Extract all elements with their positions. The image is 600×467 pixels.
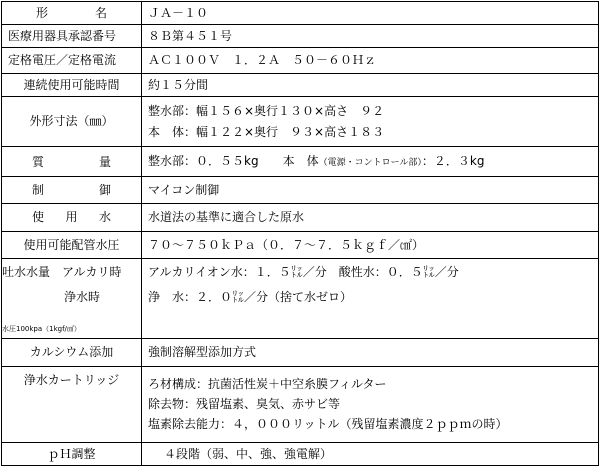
table-row bbox=[2, 2, 599, 25]
table-row bbox=[2, 259, 599, 339]
row-value-weight: 整水部：０．５５kg 本 体（電源・コントロール部）：２．３kg bbox=[142, 147, 599, 177]
table-row bbox=[2, 204, 599, 231]
row-label-control: 制 御 bbox=[2, 176, 142, 203]
table-row bbox=[2, 339, 599, 366]
table-row bbox=[2, 442, 599, 465]
row-value-water-source: 水道法の基準に適合した原水 bbox=[142, 204, 599, 231]
table-row bbox=[2, 48, 599, 73]
table-row bbox=[2, 25, 599, 48]
row-label-model: 形 名 bbox=[2, 2, 142, 25]
row-label-dimensions: 外形寸法（㎜） bbox=[2, 96, 142, 147]
row-label-discharge: 吐水水量 アルカリ時 浄水時 水圧100kpa（1kgf/㎠） bbox=[2, 259, 142, 339]
row-value-pressure: ７０～７５０ｋＰａ（０．７～７．５ｋｇｆ／㎠） bbox=[142, 231, 599, 258]
table-row bbox=[2, 96, 599, 147]
row-value-discharge: アルカリイオン水：１．５㍑／分 酸性水：０．５㍑／分 浄 水：２．０㍑／分（捨て水ゼロ） bbox=[142, 259, 599, 339]
row-value-continuous-use: 約１５分間 bbox=[142, 73, 599, 96]
row-label-approval: 医療用器具承認番号 bbox=[2, 25, 142, 48]
row-value-control: マイコン制御 bbox=[142, 176, 599, 203]
row-label-pressure: 使用可能配管水圧 bbox=[2, 231, 142, 258]
row-value-calcium: 強制溶解型添加方式 bbox=[142, 339, 599, 366]
table-row bbox=[2, 147, 599, 177]
row-value-dimensions: 整水部：幅１５６×奥行１３０×高さ ９２ 本 体：幅１２２×奥行 ９３×高さ１８３ bbox=[142, 96, 599, 147]
row-label-calcium: カルシウム添加 bbox=[2, 339, 142, 366]
row-value-cartridge: ろ材構成：抗菌活性炭＋中空糸膜フィルター 除去物：残留塩素、臭気、赤サビ等 塩素除去能力：４，０００リットル（残留塩素濃度２ｐｐｍの時） bbox=[142, 366, 599, 442]
table-row bbox=[2, 366, 599, 442]
spec-table bbox=[1, 1, 599, 466]
row-label-water-source: 使 用 水 bbox=[2, 204, 142, 231]
row-label-continuous-use: 連続使用可能時間 bbox=[2, 73, 142, 96]
table-row bbox=[2, 73, 599, 96]
row-label-rated-power: 定格電圧／定格電流 bbox=[2, 48, 142, 73]
table-row bbox=[2, 231, 599, 258]
table-row bbox=[2, 176, 599, 203]
row-label-ph: ｐＨ調整 bbox=[2, 442, 142, 465]
row-label-weight: 質 量 bbox=[2, 147, 142, 177]
row-value-rated-power: ＡＣ１００Ｖ １．２Ａ ５０－６０Ｈｚ bbox=[142, 48, 599, 73]
row-value-model: ＪＡ－１０ bbox=[142, 2, 599, 25]
row-value-approval: ８Ｂ第４５１号 bbox=[142, 25, 599, 48]
row-value-ph: ４段階（弱、中、強、強電解） bbox=[142, 442, 599, 465]
row-label-cartridge: 浄水カートリッジ bbox=[2, 366, 142, 442]
